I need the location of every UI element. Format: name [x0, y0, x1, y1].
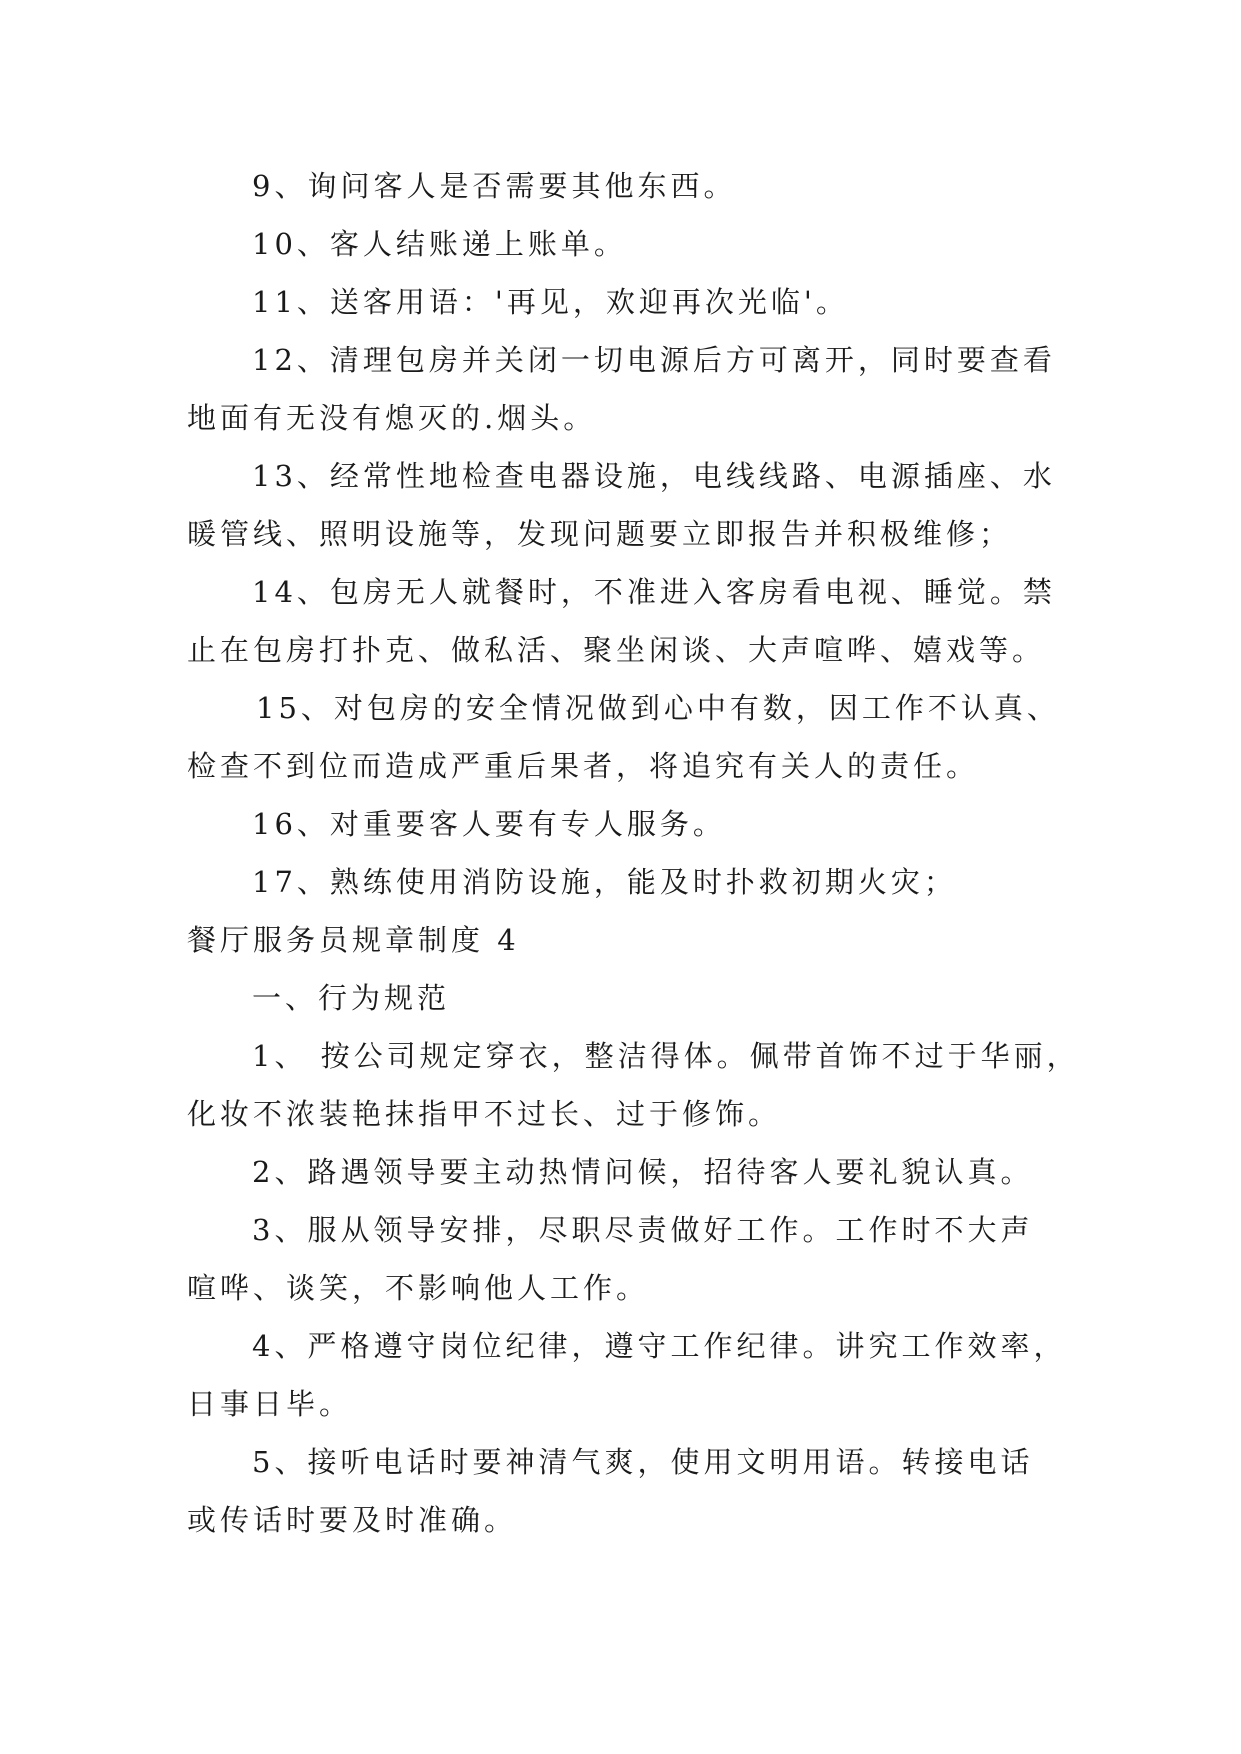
- list-item-9: 9、询问客人是否需要其他东西。: [252, 169, 737, 203]
- list-item-12-line-1: 12、清理包房并关闭一切电源后方可离开，同时要查看: [252, 343, 1056, 377]
- rule-2: 2、路遇领导要主动热情问候，招待客人要礼貌认真。: [252, 1155, 1034, 1189]
- subsection-heading: 一、行为规范: [252, 981, 451, 1015]
- rule-3-line-2: 喧哗、谈笑，不影响他人工作。: [187, 1271, 650, 1305]
- rule-5-line-2: 或传话时要及时准确。: [187, 1503, 518, 1537]
- list-item-12-line-2: 地面有无没有熄灭的.烟头。: [187, 401, 597, 435]
- rule-4-line-1: 4、严格遵守岗位纪律，遵守工作纪律。讲究工作效率，: [252, 1329, 1067, 1363]
- list-item-10: 10、客人结账递上账单。: [252, 227, 627, 261]
- list-item-14-line-1: 14、包房无人就餐时，不准进入客房看电视、睡觉。禁: [252, 575, 1056, 609]
- list-item-13-line-2: 暖管线、照明设施等，发现问题要立即报告并积极维修；: [187, 517, 1013, 551]
- rule-1-line-1: 1、 按公司规定穿衣，整洁得体。佩带首饰不过于华丽，: [252, 1039, 1080, 1073]
- list-item-17: 17、熟练使用消防设施，能及时扑救初期火灾；: [252, 865, 957, 899]
- list-item-14-line-2: 止在包房打扑克、做私活、聚坐闲谈、大声喧哗、嬉戏等。: [187, 633, 1046, 667]
- rule-5-line-1: 5、接听电话时要神清气爽，使用文明用语。转接电话: [252, 1445, 1034, 1479]
- list-item-15-line-1: 15、对包房的安全情况做到心中有数，因工作不认真、: [256, 691, 1060, 725]
- rule-1-line-2: 化妆不浓装艳抹指甲不过长、过于修饰。: [187, 1097, 782, 1131]
- section-heading: 餐厅服务员规章制度 4: [187, 923, 520, 957]
- rule-4-line-2: 日事日毕。: [187, 1387, 353, 1421]
- list-item-16: 16、对重要客人要有专人服务。: [252, 807, 726, 841]
- list-item-15-line-2: 检查不到位而造成严重后果者，将追究有关人的责任。: [187, 749, 980, 783]
- rule-3-line-1: 3、服从领导安排，尽职尽责做好工作。工作时不大声: [252, 1213, 1034, 1247]
- list-item-11: 11、送客用语：'再见，欢迎再次光临'。: [252, 285, 849, 319]
- list-item-13-line-1: 13、经常性地检查电器设施，电线线路、电源插座、水: [252, 459, 1056, 493]
